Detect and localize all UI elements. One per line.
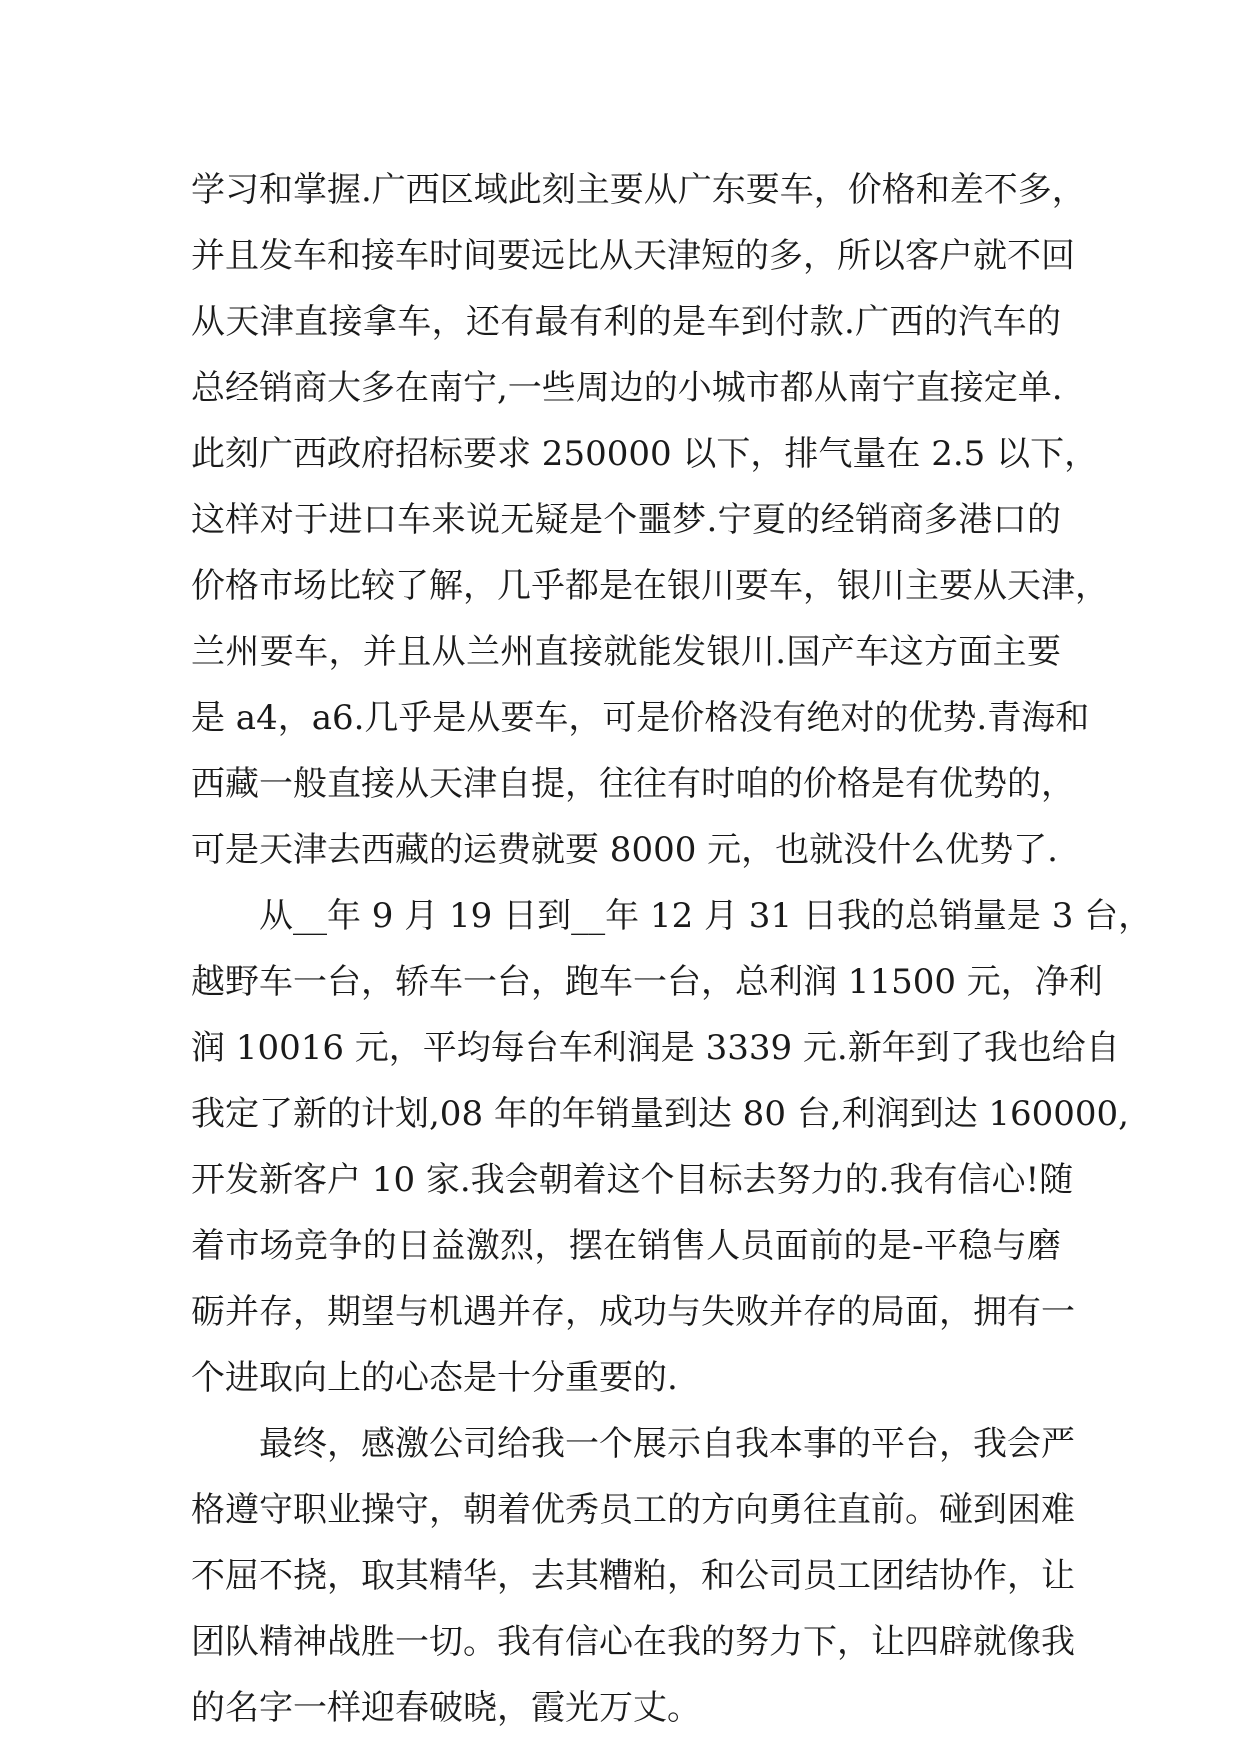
text-line: 团队精神战胜一切。我有信心在我的努力下，让四辟就像我 — [191, 1622, 1075, 1662]
text-line: 从天津直接拿车，还有最有利的是车到付款.广西的汽车的 — [191, 302, 1061, 342]
text-line: 我定了新的计划,08 年的年销量到达 80 台,利润到达 160000, — [191, 1094, 1129, 1134]
text-line: 价格市场比较了解，几乎都是在银川要车，银川主要从天津， — [191, 566, 1109, 606]
text-line: 学习和掌握.广西区域此刻主要从广东要车，价格和差不多， — [191, 170, 1086, 210]
text-line: 格遵守职业操守，朝着优秀员工的方向勇往直前。碰到困难 — [191, 1490, 1075, 1530]
text-line: 可是天津去西藏的运费就要 8000 元，也就没什么优势了. — [191, 830, 1058, 870]
text-line: 着市场竞争的日益激烈，摆在销售人员面前的是-平稳与磨 — [191, 1226, 1061, 1266]
text-line: 越野车一台，轿车一台，跑车一台，总利润 11500 元，净利 — [191, 962, 1103, 1002]
text-line: 不屈不挠，取其精华，去其糟粕，和公司员工团结协作，让 — [191, 1556, 1075, 1596]
text-line: 是 a4，a6.几乎是从要车，可是价格没有绝对的优势.青海和 — [191, 698, 1090, 738]
text-line: 开发新客户 10 家.我会朝着这个目标去努力的.我有信心!随 — [191, 1160, 1074, 1200]
paragraph-market-analysis — [191, 157, 1109, 883]
text-line: 润 10016 元，平均每台车利润是 3339 元.新年到了我也给自 — [191, 1028, 1120, 1068]
text-line: 最终，感激公司给我一个展示自我本事的平台，我会严 — [259, 1424, 1075, 1464]
text-line: 个进取向上的心态是十分重要的. — [191, 1358, 678, 1398]
document-body — [191, 157, 1153, 1741]
text-line: 并且发车和接车时间要远比从天津短的多，所以客户就不回 — [191, 236, 1075, 276]
text-line: 西藏一般直接从天津自提，往往有时咱的价格是有优势的， — [191, 764, 1075, 804]
text-line: 的名字一样迎春破晓，霞光万丈。 — [191, 1688, 701, 1728]
paragraph-conclusion — [191, 1411, 1075, 1741]
text-line: 从__年 9 月 19 日到__年 12 月 31 日我的总销量是 3 台， — [259, 896, 1153, 936]
paragraph-sales-results — [191, 883, 1153, 1411]
text-line: 砺并存，期望与机遇并存，成功与失败并存的局面，拥有一 — [191, 1292, 1075, 1332]
text-line: 此刻广西政府招标要求 250000 以下，排气量在 2.5 以下， — [191, 434, 1099, 474]
text-line: 兰州要车，并且从兰州直接就能发银川.国产车这方面主要 — [191, 632, 1061, 672]
text-line: 总经销商大多在南宁,一些周边的小城市都从南宁直接定单. — [191, 368, 1063, 408]
text-line: 这样对于进口车来说无疑是个噩梦.宁夏的经销商多港口的 — [191, 500, 1061, 540]
